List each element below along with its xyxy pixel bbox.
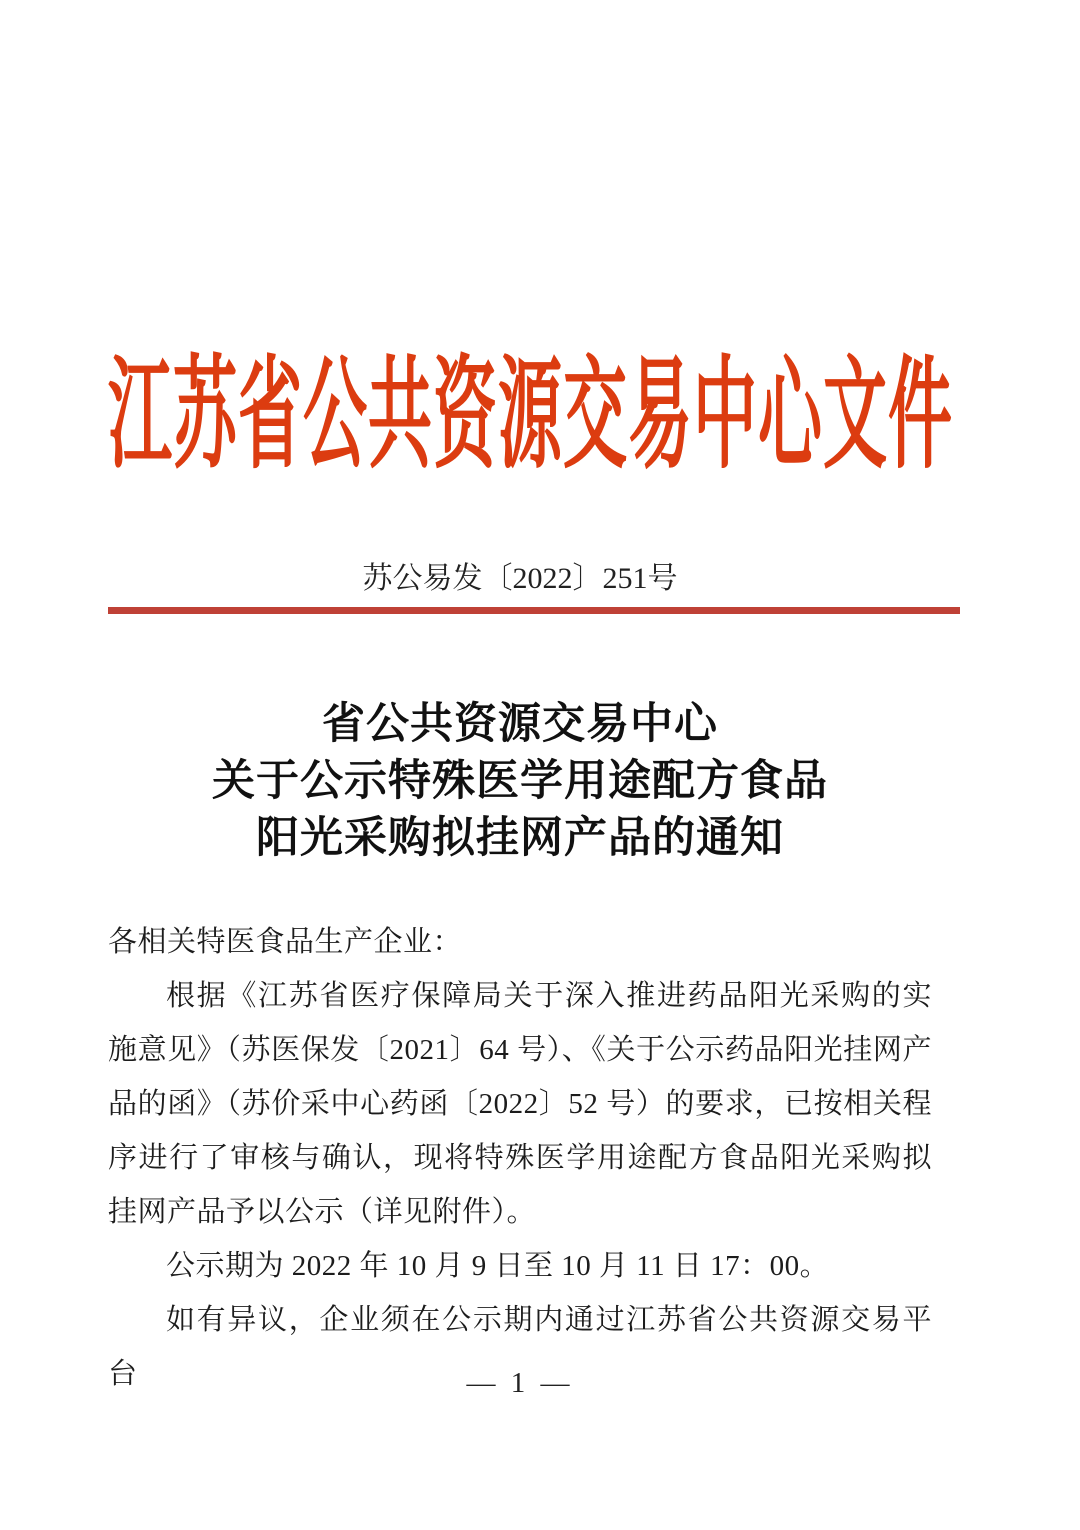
agency-letterhead-title: 江苏省公共资源交易中心文件 (108, 348, 953, 484)
notice-title-line-2: 关于公示特殊医学用途配方食品 (212, 758, 828, 805)
document-content (108, 0, 953, 1530)
document-reference-number: 苏公易发〔2022〕251号 (362, 562, 678, 595)
notice-title-line-3: 阳光采购拟挂网产品的通知 (256, 815, 784, 862)
body-paragraph-basis: 根据《江苏省医疗保障局关于深入推进药品阳光采购的实施意见》（苏医保发〔2021〕64 号）、《关于公示药品阳光挂网产品的函》（苏价采中心药函〔2022〕52 号）的要求，已按相关程序进行了审核与确认，现将特殊医学用途配方食品阳光采购拟挂网产品予以公示（详见附件）。 (108, 980, 932, 1228)
page-number: — 1 — (466, 1367, 574, 1399)
notice-body (108, 915, 932, 1401)
body-paragraph-objection: 如有异议，企业须在公示期内通过江苏省公共资源交易平台 (108, 1304, 932, 1390)
red-separator-rule (108, 607, 960, 614)
notice-title-line-1: 省公共资源交易中心 (322, 701, 718, 748)
body-paragraph-publicity-period: 公示期为 2022 年 10 月 9 日至 10 月 11 日 17：00。 (166, 1250, 830, 1282)
salutation: 各相关特医食品生产企业： (108, 926, 463, 958)
notice-title (108, 696, 932, 867)
